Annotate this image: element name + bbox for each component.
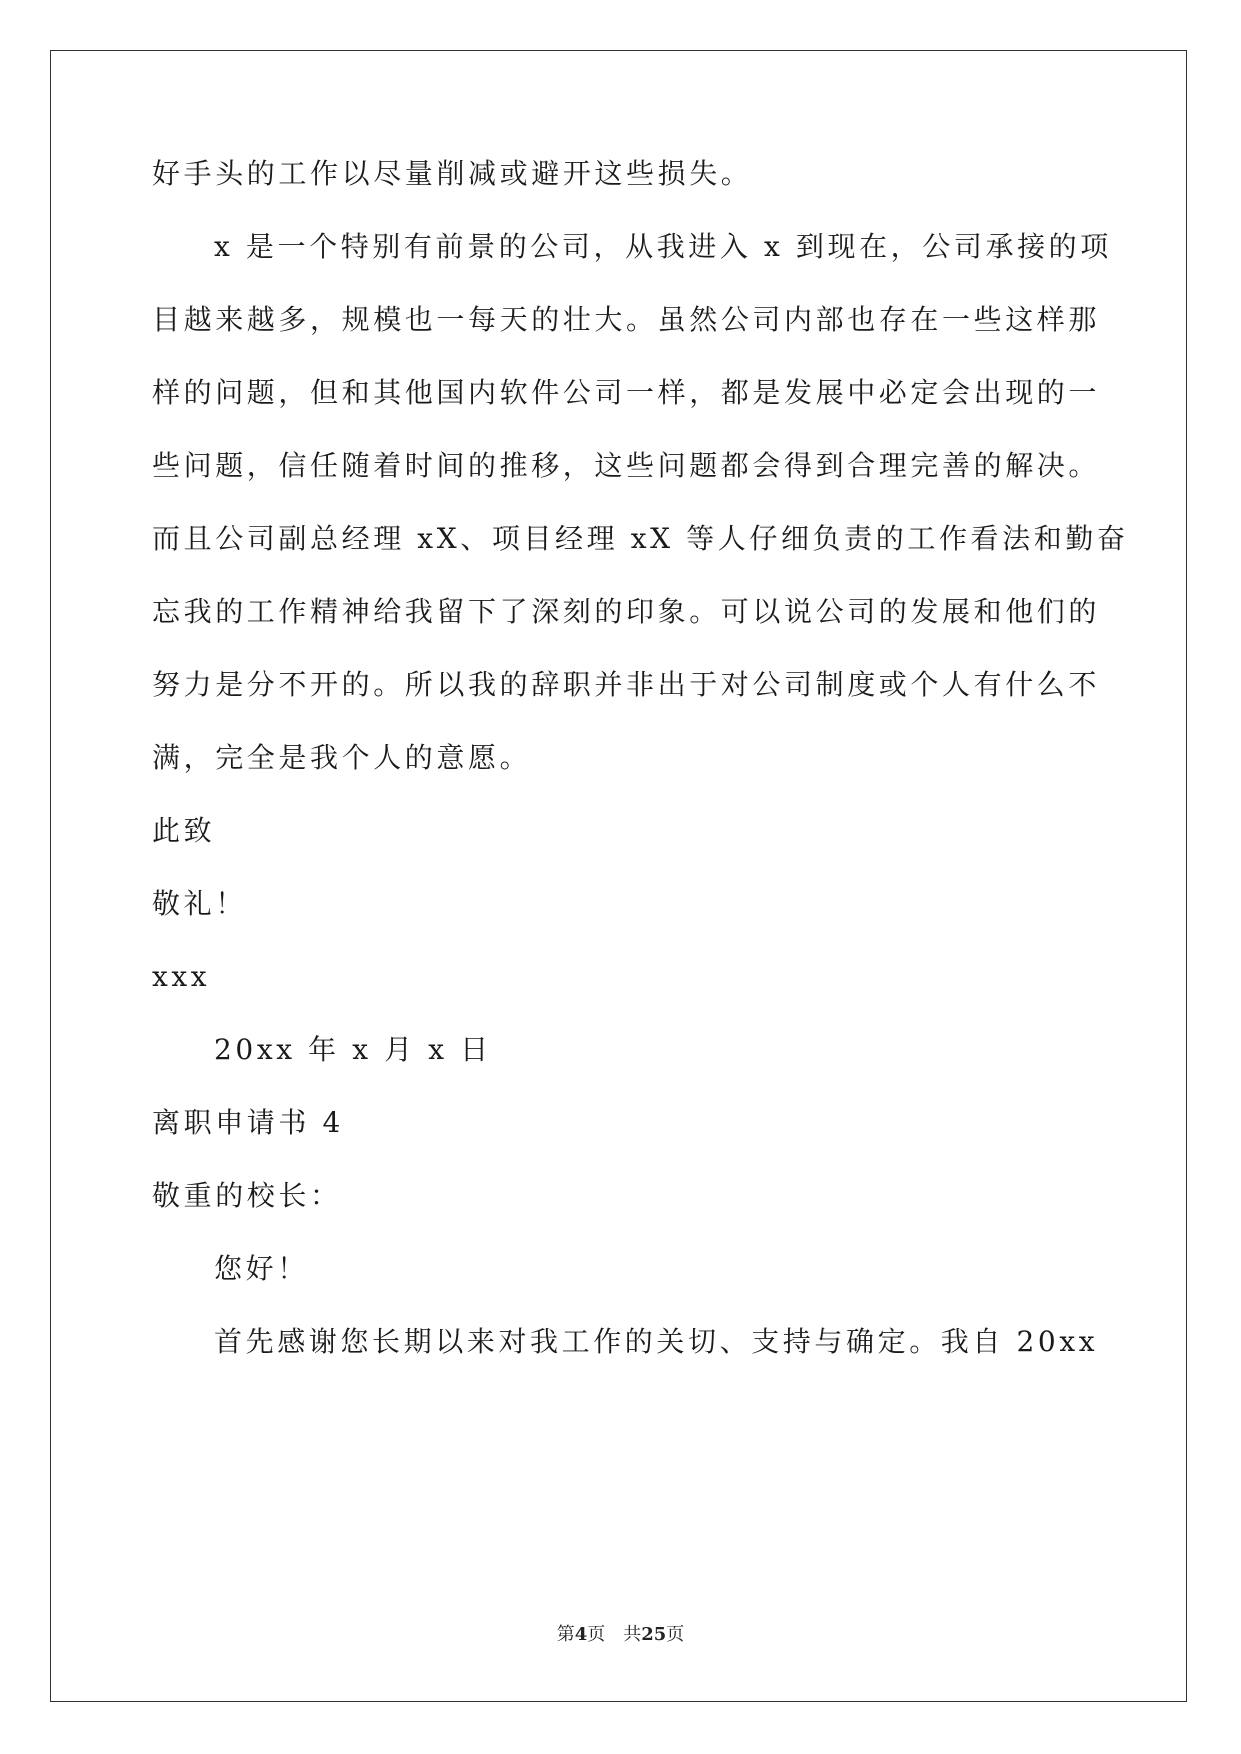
text-line: 努力是分不开的。所以我的辞职并非出于对公司制度或个人有什么不 bbox=[152, 668, 1101, 701]
text-line: 而且公司副总经理 xX、项目经理 xX 等人仔细负责的工作看法和勤奋 bbox=[152, 522, 1129, 555]
signature-name: xxx bbox=[152, 960, 211, 993]
text-line: 忘我的工作精神给我留下了深刻的印象。可以说公司的发展和他们的 bbox=[152, 595, 1101, 628]
greeting: 您好！ bbox=[214, 1252, 309, 1285]
page-prefix: 第 bbox=[556, 1624, 575, 1645]
closing-salutation: 此致 bbox=[152, 814, 216, 847]
paragraph-start: 首先感谢您长期以来对我工作的关切、支持与确定。我自 20xx bbox=[214, 1325, 1099, 1358]
text-line: 样的问题，但和其他国内软件公司一样，都是发展中必定会出现的一 bbox=[152, 376, 1101, 409]
total-suffix: 页 bbox=[666, 1624, 685, 1645]
text-line: 好手头的工作以尽量削减或避开这些损失。 bbox=[152, 157, 753, 190]
page-number-total: 25 bbox=[641, 1624, 667, 1645]
letter-salutation: 敬重的校长： bbox=[152, 1179, 342, 1212]
total-prefix: 共 bbox=[623, 1624, 642, 1645]
signature-date: 20xx 年 x 月 x 日 bbox=[214, 1033, 492, 1066]
page-suffix: 页 bbox=[587, 1624, 606, 1645]
text-line: 些问题，信任随着时间的推移，这些问题都会得到合理完善的解决。 bbox=[152, 449, 1101, 482]
page-frame bbox=[50, 50, 1187, 1702]
paragraph-start: x 是一个特别有前景的公司，从我进入 x 到现在，公司承接的项 bbox=[214, 230, 1112, 263]
closing-respect: 敬礼！ bbox=[152, 887, 247, 920]
section-heading: 离职申请书 4 bbox=[152, 1106, 344, 1139]
page-footer bbox=[0, 1620, 1241, 1646]
page-number-current: 4 bbox=[574, 1624, 588, 1645]
text-line: 目越来越多，规模也一每天的壮大。虽然公司内部也存在一些这样那 bbox=[152, 303, 1101, 336]
text-line: 满，完全是我个人的意愿。 bbox=[152, 741, 532, 774]
